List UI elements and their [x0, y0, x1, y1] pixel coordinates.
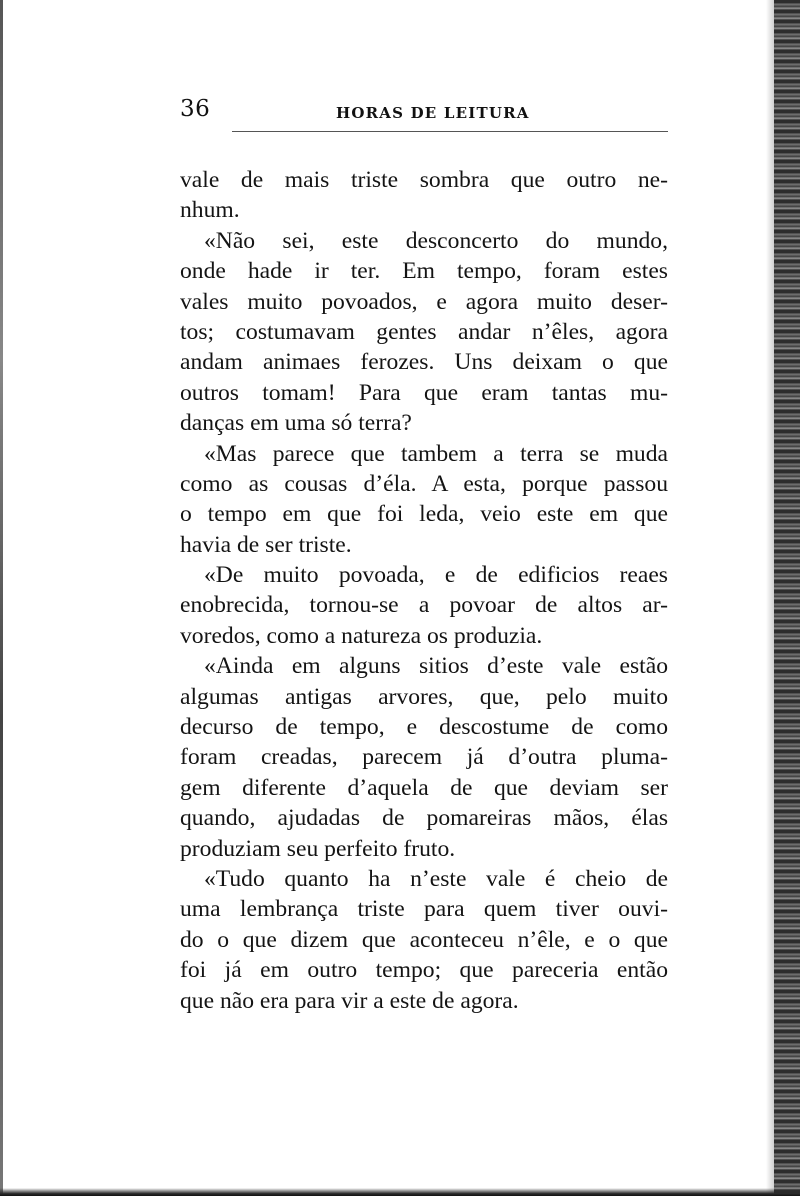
text-line: enobrecida, tornou-se a povoar de altos ar- — [180, 592, 668, 619]
text-line: do o que dizem que aconteceu n’êle, e o que — [180, 926, 668, 953]
page-left-edge-shadow — [0, 0, 3, 1196]
text-line: «Ainda em alguns sitios d’este vale estão — [204, 653, 668, 680]
text-line: onde hade ir ter. Em tempo, foram estes — [180, 258, 668, 285]
text-line: danças em uma só terra? — [180, 410, 412, 437]
text-line: nhum. — [180, 197, 240, 224]
text-line: «Tudo quanto ha n’este vale é cheio de — [204, 865, 668, 892]
running-head — [180, 96, 668, 130]
body-text — [180, 165, 668, 1016]
text-line: algumas antigas arvores, que, pelo muito — [180, 683, 668, 710]
text-line: produziam seu perfeito fruto. — [180, 835, 456, 862]
text-line: quando, ajudadas de pomareiras mãos, élas — [180, 805, 668, 832]
running-title: HORAS DE LEITURA — [336, 104, 530, 122]
page-bottom-edge-shadow — [0, 1188, 800, 1196]
text-line: andam animaes ferozes. Uns deixam o que — [180, 349, 668, 376]
text-line: tos; costumavam gentes andar n’êles, agora — [180, 318, 668, 345]
text-line: «Não sei, este desconcerto do mundo, — [204, 227, 668, 254]
text-line: voredos, como a natureza os produzia. — [180, 622, 543, 649]
text-line: uma lembrança triste para quem tiver ouvi- — [180, 896, 668, 923]
text-line: vale de mais triste sombra que outro ne- — [180, 167, 668, 193]
text-line: foi já em outro tempo; que pareceria então — [180, 957, 668, 984]
text-line: gem diferente d’aquela de que deviam ser — [180, 774, 668, 801]
text-line: o tempo em que foi leda, veio este em que — [180, 501, 668, 528]
text-line: decurso de tempo, e descostume de como — [180, 714, 668, 741]
page-number: 36 — [180, 96, 211, 122]
text-line: que não era para vir a este de agora. — [180, 987, 519, 1014]
text-line: «De muito povoada, e de edificios reaes — [204, 562, 668, 589]
text-line: havia de ser triste. — [180, 531, 352, 558]
page-gutter-shade — [766, 0, 774, 1196]
text-line: como as cousas d’éla. A esta, porque passou — [180, 470, 668, 497]
text-line: outros tomam! Para que eram tantas mu- — [180, 379, 668, 406]
text-line: «Mas parece que tambem a terra se muda — [204, 440, 668, 467]
header-rule — [232, 131, 668, 132]
text-line: foram creadas, parecem já d’outra pluma- — [180, 744, 668, 771]
page-right-edge-scan-border — [774, 0, 800, 1196]
text-line: vales muito povoados, e agora muito deser- — [180, 288, 668, 315]
